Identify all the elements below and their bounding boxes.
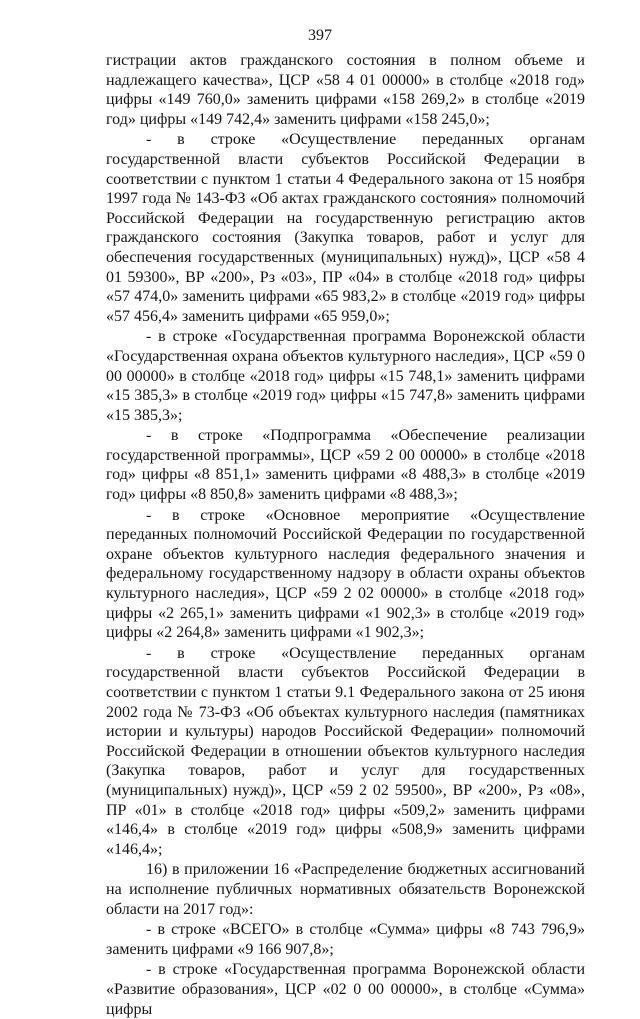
paragraph-civil-registry-powers: - в строке «Осуществление переданных органам государственной власти субъектов Российской Федерации в соответствии с пунктом 1 статьи 4 Федерального закона от 15 ноября 1997 года № 143-ФЗ «Об актах гражданского состояния» полномочий Российской Федерации на государственную регистрацию актов гражданского состояния (Закупка товаров, работ и услуг для обеспечения государственных (муниципальных) нужд)», ЦСР «58 4 01 59300», ВР «200», Рз «03», ПР «04» в столбце «2018 год» цифры «57 474,0» заменить цифрами «65 983,2» в столбце «2019 год» цифры «57 456,4» заменить цифрами «65 959,0»; (106, 131, 585, 325)
paragraph-heritage-program: - в строке «Государственная программа Воронежской области «Государственная охрана объектов культурного наследия», ЦСР «59 0 00 00000» в столбце «2018 год» цифры «15 748,1» заменить цифрами «15 385,3» в столбце «2019 год» цифры «15 747,8» заменить цифрами «15 385,3»; (106, 328, 585, 424)
page-number: 397 (308, 27, 332, 44)
paragraph-education-program: - в строке «Государственная программа Воронежской области «Развитие образования», ЦСР «02 0 00 00000», в столбце «Сумма» цифры (106, 961, 585, 1018)
paragraph-main-measure: - в строке «Основное мероприятие «Осуществление переданных полномочий Российской Федерации по государственной охране объектов культурного наследия федерального значения и федеральному государственному надзору в области охраны объектов культурного наследия», ЦСР «59 2 02 00000» в столбце «2018 год» цифры «2 265,1» заменить цифрами «1 902,3» в столбце «2019 год» цифры «2 264,8» заменить цифрами «1 902,3»; (106, 506, 585, 642)
paragraph-appendix-16: 16) в приложении 16 «Распределение бюджетных ассигнований на исполнение публичных нормативных обязательств Воронежской области на 2017 год»: (106, 861, 585, 918)
paragraph-heritage-powers: - в строке «Осуществление переданных органам государственной власти субъектов Российской Федерации в соответствии с пунктом 1 статьи 9.1 Федерального закона от 25 июня 2002 года № 73-ФЗ «Об объектах культурного наследия (памятниках истории и культуры) народов Российской Федерации» полномочий Российской Федерации в отношении объектов культурного наследия (Закупка товаров, работ и услуг для государственных (муниципальных) нужд)», ЦСР «59 2 02 59500», ВР «200», Рз «08», ПР «01» в столбце «2018 год» цифры «509,2» заменить цифрами «146,4» в столбце «2019 год» цифры «508,9» заменить цифрами «146,4»; (106, 644, 585, 858)
paragraph-total-row: - в строке «ВСЕГО» в столбце «Сумма» цифры «8 743 796,9» заменить цифрами «9 166 907,8»; (106, 921, 585, 958)
paragraph-continuation: гистрации актов гражданского состояния в полном объеме и надлежащего качества», ЦСР «58 4 01 00000» в столбце «2018 год» цифры «149 760,0» заменить цифрами «158 269,2» в столбце «2019 год» цифры «149 742,4» заменить цифрами «158 245,0»; (106, 52, 585, 128)
paragraph-subprogram: - в строке «Подпрограмма «Обеспечение реализации государственной программы», ЦСР «59 2 00 00000» в столбце «2018 год» цифры «8 851,1» заменить цифрами «8 488,3» в столбце «2019 год» цифры «8 850,8» заменить цифрами «8 488,3»; (106, 427, 585, 504)
document-body (106, 51, 585, 1019)
